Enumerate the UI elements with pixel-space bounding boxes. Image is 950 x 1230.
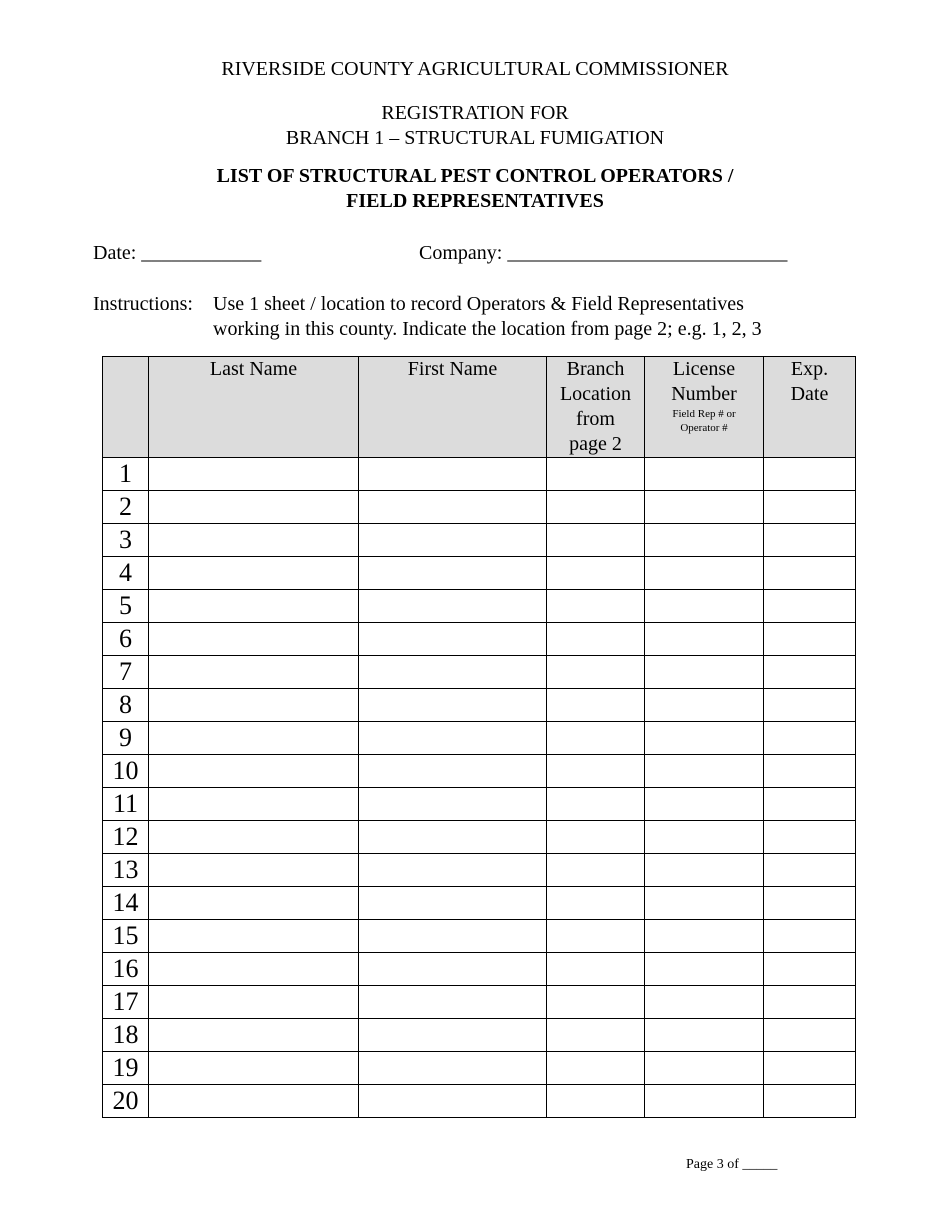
branch-location-cell[interactable]	[547, 524, 645, 557]
license-number-cell[interactable]	[645, 590, 764, 623]
table-row	[103, 953, 856, 986]
branch-location-cell[interactable]	[547, 491, 645, 524]
first-name-cell[interactable]	[359, 491, 547, 524]
table-row	[103, 458, 856, 491]
branch-location-cell[interactable]	[547, 821, 645, 854]
exp-date-cell[interactable]	[764, 590, 856, 623]
exp-date-cell[interactable]	[764, 458, 856, 491]
license-number-cell[interactable]	[645, 623, 764, 656]
branch-location-cell[interactable]	[547, 887, 645, 920]
last-name-cell[interactable]	[149, 557, 359, 590]
first-name-cell[interactable]	[359, 788, 547, 821]
instructions-text	[213, 292, 853, 342]
table-row	[103, 722, 856, 755]
table-row	[103, 689, 856, 722]
list-title-line-1: LIST OF STRUCTURAL PEST CONTROL OPERATORS /	[216, 165, 734, 187]
instructions-label: Instructions:	[93, 293, 193, 315]
list-title-line-2: FIELD REPRESENTATIVES	[346, 190, 604, 212]
license-number-cell[interactable]	[645, 920, 764, 953]
row-number: 3	[103, 524, 149, 557]
last-name-cell[interactable]	[149, 590, 359, 623]
license-number-cell[interactable]	[645, 953, 764, 986]
last-name-cell[interactable]	[149, 623, 359, 656]
row-number: 20	[103, 1085, 149, 1118]
first-name-cell[interactable]	[359, 1085, 547, 1118]
first-name-cell[interactable]	[359, 689, 547, 722]
license-number-cell[interactable]	[645, 1052, 764, 1085]
exp-date-cell[interactable]	[764, 986, 856, 1019]
exp-date-cell[interactable]	[764, 656, 856, 689]
instructions-line-1: Use 1 sheet / location to record Operators & Field Representatives	[213, 293, 744, 315]
first-name-cell[interactable]	[359, 986, 547, 1019]
branch-location-cell[interactable]	[547, 722, 645, 755]
exp-date-cell[interactable]	[764, 689, 856, 722]
first-name-cell[interactable]	[359, 854, 547, 887]
license-number-cell[interactable]	[645, 788, 764, 821]
agency-title: RIVERSIDE COUNTY AGRICULTURAL COMMISSIONER	[221, 58, 729, 80]
row-number: 17	[103, 986, 149, 1019]
header-first-name: First Name	[359, 357, 547, 458]
license-number-cell[interactable]	[645, 1019, 764, 1052]
exp-date-cell[interactable]	[764, 887, 856, 920]
row-number: 8	[103, 689, 149, 722]
branch-location-cell[interactable]	[547, 788, 645, 821]
license-note-1: Field Rep # or	[672, 408, 736, 420]
branch-location-cell[interactable]	[547, 623, 645, 656]
branch-location-cell[interactable]	[547, 953, 645, 986]
branch-location-cell[interactable]	[547, 689, 645, 722]
header-number	[103, 357, 149, 458]
registration-line-2: BRANCH 1 – STRUCTURAL FUMIGATION	[285, 127, 665, 149]
row-number: 14	[103, 887, 149, 920]
exp-date-cell[interactable]	[764, 1085, 856, 1118]
exp-date-cell[interactable]	[764, 623, 856, 656]
license-number-cell[interactable]	[645, 722, 764, 755]
header-last-name: Last Name	[149, 357, 359, 458]
last-name-cell[interactable]	[149, 689, 359, 722]
registration-line-1: REGISTRATION FOR	[381, 102, 569, 124]
table-row	[103, 755, 856, 788]
first-name-cell[interactable]	[359, 887, 547, 920]
first-name-cell[interactable]	[359, 656, 547, 689]
last-name-cell[interactable]	[149, 656, 359, 689]
table-row	[103, 854, 856, 887]
branch-location-cell[interactable]	[547, 1085, 645, 1118]
license-number-cell[interactable]	[645, 557, 764, 590]
branch-location-cell[interactable]	[547, 656, 645, 689]
first-name-cell[interactable]	[359, 953, 547, 986]
exp-date-cell[interactable]	[764, 1019, 856, 1052]
last-name-cell[interactable]	[149, 1019, 359, 1052]
table-row	[103, 788, 856, 821]
last-name-cell[interactable]	[149, 722, 359, 755]
license-number-cell[interactable]	[645, 458, 764, 491]
last-name-cell[interactable]	[149, 887, 359, 920]
exp-date-cell[interactable]	[764, 557, 856, 590]
row-number: 15	[103, 920, 149, 953]
branch-location-cell[interactable]	[547, 557, 645, 590]
license-number-cell[interactable]	[645, 689, 764, 722]
last-name-cell[interactable]	[149, 1085, 359, 1118]
first-name-cell[interactable]	[359, 590, 547, 623]
exp-date-cell[interactable]	[764, 788, 856, 821]
first-name-cell[interactable]	[359, 821, 547, 854]
first-name-cell[interactable]	[359, 524, 547, 557]
first-name-cell[interactable]	[359, 458, 547, 491]
branch-location-cell[interactable]	[547, 590, 645, 623]
operators-table	[102, 356, 856, 1118]
table-row	[103, 557, 856, 590]
instructions-line-2: working in this county. Indicate the location from page 2; e.g. 1, 2, 3	[213, 318, 762, 340]
license-number-cell[interactable]	[645, 524, 764, 557]
license-number-cell[interactable]	[645, 491, 764, 524]
table-row	[103, 491, 856, 524]
last-name-cell[interactable]	[149, 920, 359, 953]
table-row	[103, 1052, 856, 1085]
license-number-cell[interactable]	[645, 986, 764, 1019]
license-note-2: Operator #	[680, 422, 728, 434]
last-name-cell[interactable]	[149, 986, 359, 1019]
branch-location-cell[interactable]	[547, 755, 645, 788]
branch-location-cell[interactable]	[547, 854, 645, 887]
row-number: 11	[103, 788, 149, 821]
table-header-row	[103, 357, 856, 458]
first-name-cell[interactable]	[359, 623, 547, 656]
row-number: 2	[103, 491, 149, 524]
exp-date-cell[interactable]	[764, 953, 856, 986]
last-name-cell[interactable]	[149, 953, 359, 986]
row-number: 12	[103, 821, 149, 854]
license-number-cell[interactable]	[645, 755, 764, 788]
header-branch-location: Branch Location from page 2	[547, 357, 645, 458]
row-number: 4	[103, 557, 149, 590]
first-name-cell[interactable]	[359, 1052, 547, 1085]
row-number: 6	[103, 623, 149, 656]
table-row	[103, 821, 856, 854]
table-row	[103, 656, 856, 689]
last-name-cell[interactable]	[149, 854, 359, 887]
table-row	[103, 590, 856, 623]
branch-location-cell[interactable]	[547, 920, 645, 953]
last-name-cell[interactable]	[149, 788, 359, 821]
branch-location-cell[interactable]	[547, 1052, 645, 1085]
header-exp-date: Exp. Date	[764, 357, 856, 458]
branch-location-cell[interactable]	[547, 986, 645, 1019]
first-name-cell[interactable]	[359, 1019, 547, 1052]
last-name-cell[interactable]	[149, 524, 359, 557]
list-title	[0, 164, 950, 214]
row-number: 9	[103, 722, 149, 755]
last-name-cell[interactable]	[149, 1052, 359, 1085]
branch-location-cell[interactable]	[547, 1019, 645, 1052]
table-row	[103, 920, 856, 953]
exp-date-cell[interactable]	[764, 524, 856, 557]
license-number-cell[interactable]	[645, 1085, 764, 1118]
table-row	[103, 1019, 856, 1052]
exp-date-cell[interactable]	[764, 491, 856, 524]
license-number-cell[interactable]	[645, 854, 764, 887]
first-name-cell[interactable]	[359, 920, 547, 953]
license-number-cell[interactable]	[645, 821, 764, 854]
date-field[interactable]: Date: ____________	[93, 242, 262, 264]
row-number: 18	[103, 1019, 149, 1052]
row-number: 5	[103, 590, 149, 623]
first-name-cell[interactable]	[359, 722, 547, 755]
row-number: 7	[103, 656, 149, 689]
exp-date-cell[interactable]	[764, 854, 856, 887]
first-name-cell[interactable]	[359, 755, 547, 788]
exp-date-cell[interactable]	[764, 821, 856, 854]
page-number: Page 3 of _____	[686, 1157, 778, 1172]
first-name-cell[interactable]	[359, 557, 547, 590]
table-row	[103, 623, 856, 656]
row-number: 13	[103, 854, 149, 887]
header-license-number: License Number Field Rep # or Operator #	[645, 357, 764, 458]
exp-date-cell[interactable]	[764, 920, 856, 953]
company-field[interactable]: Company: ____________________________	[419, 242, 788, 264]
license-number-cell[interactable]	[645, 656, 764, 689]
license-number-cell[interactable]	[645, 887, 764, 920]
row-number: 16	[103, 953, 149, 986]
last-name-cell[interactable]	[149, 491, 359, 524]
row-number: 1	[103, 458, 149, 491]
registration-title	[0, 101, 950, 151]
table-row	[103, 986, 856, 1019]
exp-date-cell[interactable]	[764, 755, 856, 788]
exp-date-cell[interactable]	[764, 722, 856, 755]
table-row	[103, 887, 856, 920]
row-number: 10	[103, 755, 149, 788]
table-row	[103, 524, 856, 557]
row-number: 19	[103, 1052, 149, 1085]
last-name-cell[interactable]	[149, 821, 359, 854]
table-row	[103, 1085, 856, 1118]
last-name-cell[interactable]	[149, 755, 359, 788]
branch-location-cell[interactable]	[547, 458, 645, 491]
exp-date-cell[interactable]	[764, 1052, 856, 1085]
last-name-cell[interactable]	[149, 458, 359, 491]
